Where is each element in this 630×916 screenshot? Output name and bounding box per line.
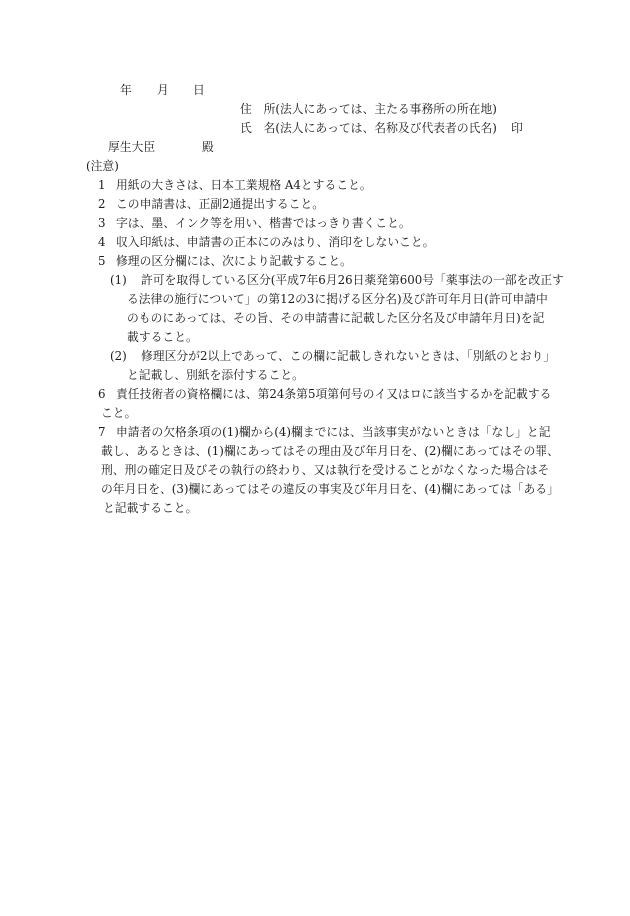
name-label: 氏 名 — [240, 121, 276, 135]
note-text: 修理の区分欄には、次により記載すること。 — [116, 254, 352, 268]
note-text: 刑、刑の確定日及びその執行の終わり、又は執行を受けることがなくなった場合はそ — [101, 463, 550, 477]
note-item-2 — [0, 195, 630, 214]
note-item-1 — [0, 176, 630, 195]
subitem-text: と記載し、別紙を添付すること。 — [127, 368, 304, 382]
address-field — [240, 100, 497, 119]
note-text: 用紙の大きさは、日本工業規格 A4とすること。 — [116, 178, 372, 192]
seal-mark: 印 — [511, 121, 523, 135]
notes-heading: (注意) — [86, 159, 119, 173]
note-subitem-5-2 — [0, 347, 630, 366]
note-text: 字は、墨、インク等を用い、楷書ではっきり書くこと。 — [116, 216, 411, 230]
date-line — [0, 81, 630, 100]
note-text: 責任技術者の資格欄には、第24条第5項第何号のイ又はロに該当するかを記載する — [116, 387, 552, 401]
note-number: 7 — [98, 425, 106, 439]
subitem-text: のものにあっては、その旨、その申請書に記載した区分名及び申請年月日)を記 — [127, 311, 545, 325]
name-line — [0, 119, 630, 138]
note-number: 3 — [98, 216, 106, 230]
note-item-7-continued — [0, 461, 630, 480]
note-subitem-5-1-continued — [0, 290, 630, 309]
note-item-7 — [0, 423, 630, 442]
name-field — [240, 119, 497, 138]
note-text: この申請書は、正副2通提出すること。 — [116, 197, 325, 211]
note-subitem-5-2-continued — [0, 366, 630, 385]
note-item-6 — [0, 385, 630, 404]
date-day-label: 日 — [193, 83, 205, 97]
note-number: 2 — [98, 197, 106, 211]
note-item-3 — [0, 214, 630, 233]
note-text: 載し、あるときは、(1)欄にあってはその理由及び年月日を、(2)欄にあってはその罪、 — [101, 444, 559, 458]
note-item-7-continued — [0, 442, 630, 461]
note-item-5 — [0, 252, 630, 271]
note-subitem-5-1 — [0, 271, 630, 290]
note-item-7-continued — [0, 480, 630, 499]
note-text: こと。 — [101, 406, 137, 420]
note-number: 5 — [98, 254, 106, 268]
note-subitem-5-1-continued — [0, 309, 630, 328]
note-item-4 — [0, 233, 630, 252]
note-number: 1 — [98, 178, 106, 192]
addressee-line — [0, 138, 630, 157]
notes-heading-line — [0, 157, 630, 176]
subitem-number: (2) — [110, 349, 127, 363]
subitem-text: る法律の施行について」の第12の3に掲げる区分名)及び許可年月日(許可申請中 — [127, 292, 548, 306]
note-number: 6 — [98, 387, 106, 401]
note-text: と記載すること。 — [103, 501, 198, 515]
note-subitem-5-1-continued — [0, 328, 630, 347]
address-note: (法人にあっては、主たる事務所の所在地) — [275, 102, 497, 116]
note-item-6-continued — [0, 404, 630, 423]
note-item-7-continued — [0, 499, 630, 518]
subitem-text: 許可を取得している区分(平成7年6月26日薬発第600号「薬事法の一部を改正す — [141, 273, 564, 287]
note-text: の年月日を、(3)欄にあってはその違反の事実及び年月日を、(4)欄にあっては「ある」 — [101, 482, 559, 496]
date-year-label: 年 — [120, 83, 132, 97]
note-number: 4 — [98, 235, 106, 249]
subitem-text: 載すること。 — [127, 330, 198, 344]
note-text: 収入印紙は、申請書の正本にのみはり、消印をしないこと。 — [116, 235, 435, 249]
date-month-label: 月 — [157, 83, 169, 97]
name-note: (法人にあっては、名称及び代表者の氏名) — [275, 121, 497, 135]
subitem-text: 修理区分が2以上であって、この欄に記載しきれないときは、「別紙のとおり」 — [141, 349, 556, 363]
honorific: 殿 — [202, 140, 214, 154]
address-label: 住 所 — [240, 102, 276, 116]
addressee: 厚生大臣 — [108, 140, 156, 154]
subitem-number: (1) — [110, 273, 127, 287]
address-line — [0, 100, 630, 119]
note-text: 申請者の欠格条項の(1)欄から(4)欄までには、当該事実がないときは「なし」と記 — [116, 425, 551, 439]
